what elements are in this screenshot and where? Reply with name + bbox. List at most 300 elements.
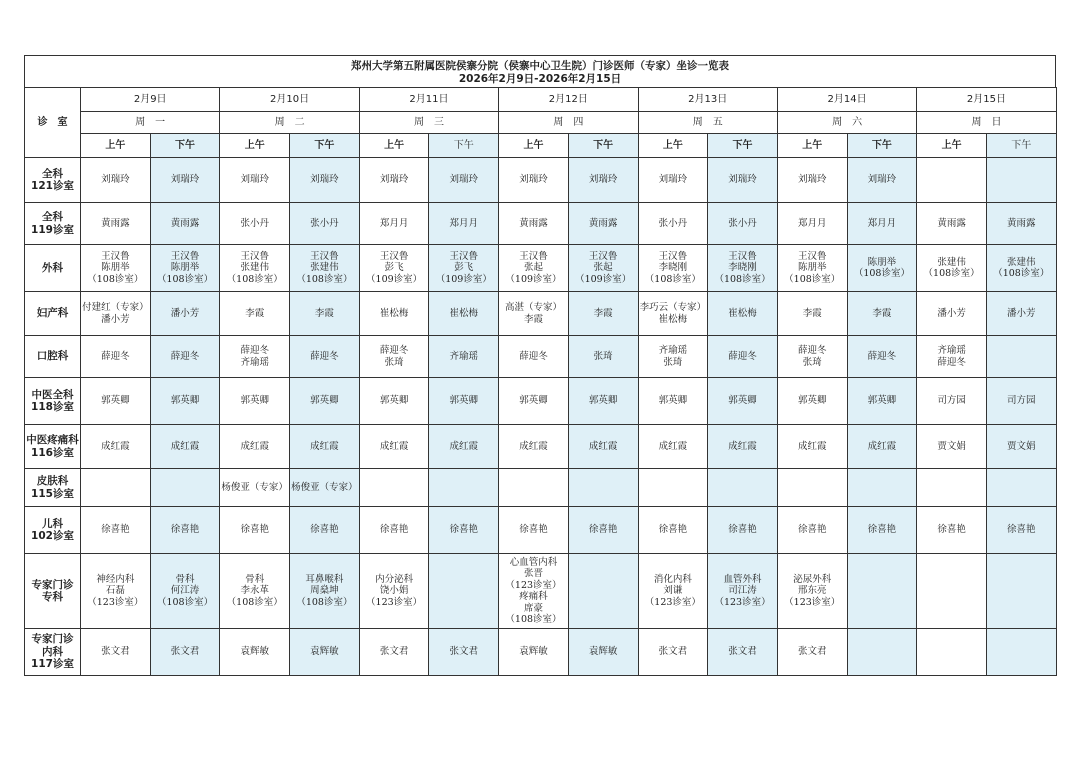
doctor-entry: （108诊室） (505, 614, 562, 625)
schedule-cell (429, 425, 499, 469)
schedule-cell (638, 425, 708, 469)
schedule-cell (81, 336, 151, 378)
doctor-entry: 王汉鲁 (310, 250, 339, 262)
schedule-cell (499, 554, 569, 629)
doctor-entry: 王汉鲁 (519, 250, 548, 262)
doctor-entry: 王汉鲁 (728, 250, 757, 262)
doctor-entry: （123诊室） (505, 579, 562, 591)
doctor-entry: 何江涛 (170, 585, 200, 597)
schedule-cell (499, 203, 569, 245)
department-name-line: 115诊室 (31, 487, 74, 500)
schedule-cell (429, 378, 499, 425)
department-name (25, 425, 81, 469)
department-row (25, 469, 1057, 507)
doctor-entry: 司方园 (937, 395, 966, 407)
doctor-entry: 杨俊亚（专家） (291, 481, 358, 493)
doctor-entry: 薛迎冬 (310, 350, 339, 362)
schedule-cell (220, 554, 290, 629)
schedule-cell (708, 378, 778, 425)
schedule-cell (499, 158, 569, 203)
department-name-line: 121诊室 (31, 180, 74, 192)
doctor-entry: 司江涛 (728, 585, 757, 597)
department-row (25, 425, 1057, 469)
doctor-entry: 刘瑞玲 (310, 174, 339, 186)
schedule-cell (917, 554, 987, 629)
doctor-entry: 消化内科 (653, 573, 692, 585)
doctor-entry: 张琦 (593, 350, 613, 362)
department-name-line: 专科 (42, 591, 63, 603)
schedule-cell (150, 203, 220, 245)
department-name-line: 儿科 (42, 517, 63, 530)
schedule-cell (568, 469, 638, 507)
doctor-entry: 王汉鲁 (379, 250, 409, 262)
schedule-cell (638, 292, 708, 336)
doctor-entry: 薛迎冬 (170, 350, 200, 362)
schedule-cell (150, 425, 220, 469)
department-row (25, 554, 1057, 629)
schedule-cell (568, 158, 638, 203)
doctor-entry: 邢东亮 (797, 585, 827, 597)
schedule-cell (986, 507, 1056, 554)
schedule-cell (847, 425, 917, 469)
doctor-entry: 张小丹 (658, 217, 688, 229)
schedule-cell (81, 629, 151, 676)
schedule-cell (638, 469, 708, 507)
doctor-entry: 薛迎冬 (867, 350, 897, 362)
doctor-entry: 袁辉敏 (588, 646, 618, 658)
weekday-header: 周 六 (777, 112, 916, 134)
schedule-cell (359, 245, 429, 292)
schedule-cell (708, 425, 778, 469)
schedule-cell (917, 378, 987, 425)
doctor-entry: 张起 (593, 262, 613, 274)
doctor-entry: 刘瑞玲 (379, 174, 409, 186)
doctor-entry: 徐喜艳 (658, 524, 688, 536)
pm-header: 下午 (150, 134, 220, 158)
doctor-entry: 齐瑜瑶 (658, 345, 688, 356)
schedule-cell (847, 378, 917, 425)
date-header: 2月15日 (917, 88, 1056, 112)
doctor-entry: （108诊室） (156, 596, 214, 608)
doctor-entry: 高湛（专家） (504, 302, 562, 313)
doctor-entry: 王汉鲁 (658, 250, 688, 262)
doctor-entry: 徐喜艳 (728, 524, 757, 536)
doctor-entry: （109诊室） (366, 273, 423, 285)
schedule-cell (359, 507, 429, 554)
doctor-entry: 王汉鲁 (588, 250, 618, 262)
schedule-cell (499, 469, 569, 507)
doctor-entry: 王汉鲁 (170, 250, 200, 262)
schedule-cell (777, 158, 847, 203)
schedule-cell (220, 378, 290, 425)
schedule-cell (986, 554, 1056, 629)
doctor-entry: 崔松梅 (658, 313, 688, 325)
doctor-entry: 张晋 (523, 568, 543, 579)
doctor-entry: 刘瑞玲 (240, 174, 269, 186)
doctor-entry: 张建伟 (1007, 256, 1036, 268)
schedule-cell (359, 203, 429, 245)
schedule-cell (638, 336, 708, 378)
schedule-cell (568, 425, 638, 469)
schedule-cell (81, 378, 151, 425)
schedule-cell (150, 292, 220, 336)
schedule-cell (429, 336, 499, 378)
schedule-cell (150, 158, 220, 203)
department-name-line: 全科 (42, 211, 63, 223)
schedule-cell (429, 203, 499, 245)
schedule-cell (847, 554, 917, 629)
schedule-cell (638, 629, 708, 676)
doctor-entry: （109诊室） (505, 273, 562, 285)
schedule-cell (359, 469, 429, 507)
doctor-entry: （108诊室） (296, 273, 353, 285)
weekday-header: 周 四 (499, 112, 638, 134)
department-name-line: 全科 (42, 167, 63, 180)
schedule-cell (429, 469, 499, 507)
doctor-entry: 郭英卿 (170, 395, 200, 407)
schedule-cell (499, 336, 569, 378)
doctor-entry: 袁辉敏 (240, 646, 269, 658)
doctor-entry: 薛迎冬 (240, 345, 269, 356)
department-name-line: 专家门诊 (31, 578, 74, 591)
doctor-entry: 崔松梅 (728, 307, 757, 319)
department-name-line: 中医疼痛科 (26, 434, 79, 446)
doctor-entry: 刘瑞玲 (588, 174, 618, 186)
schedule-cell (917, 629, 987, 676)
weekday-header: 周 日 (917, 112, 1056, 134)
department-row (25, 507, 1057, 554)
doctor-entry: 周燊坤 (310, 585, 339, 597)
doctor-entry: 刘瑞玲 (170, 174, 200, 186)
department-row (25, 629, 1057, 676)
schedule-cell (429, 507, 499, 554)
doctor-entry: 李永革 (240, 585, 269, 597)
doctor-entry: 袁辉敏 (310, 646, 339, 658)
schedule-cell (359, 336, 429, 378)
schedule-cell (429, 158, 499, 203)
doctor-entry: 徐喜艳 (240, 524, 269, 536)
doctor-entry: 张文君 (797, 646, 827, 658)
doctor-entry: 张小丹 (728, 217, 757, 229)
schedule-cell (499, 425, 569, 469)
doctor-entry: 成红霞 (449, 440, 479, 452)
schedule-cell (150, 507, 220, 554)
am-header: 上午 (917, 134, 987, 158)
schedule-cell (568, 554, 638, 629)
schedule-cell (220, 158, 290, 203)
doctor-entry: 付建红（专家） (82, 302, 149, 313)
doctor-entry: （108诊室） (644, 273, 701, 285)
doctor-entry: 成红霞 (379, 440, 409, 452)
schedule-cell (847, 245, 917, 292)
doctor-entry: 潘小芳 (170, 307, 200, 319)
schedule-cell (359, 425, 429, 469)
schedule-cell (220, 336, 290, 378)
schedule-cell (220, 507, 290, 554)
department-row (25, 245, 1057, 292)
schedule-cell (777, 245, 847, 292)
schedule-cell (150, 554, 220, 629)
doctor-entry: 贾文娟 (937, 440, 966, 452)
doctor-entry: 李霞 (314, 307, 334, 319)
schedule-sheet (24, 55, 1056, 676)
doctor-entry: 徐喜艳 (519, 524, 548, 536)
doctor-entry: 潘小芳 (1007, 307, 1036, 319)
am-header: 上午 (81, 134, 151, 158)
department-name (25, 629, 81, 676)
doctor-entry: 薛迎冬 (797, 345, 827, 356)
doctor-entry: 潘小芳 (101, 313, 130, 325)
department-name-line: 102诊室 (31, 530, 74, 542)
pm-header: 下午 (847, 134, 917, 158)
doctor-entry: 徐喜艳 (310, 524, 339, 536)
department-row (25, 203, 1057, 245)
doctor-entry: 骨科 (175, 573, 195, 585)
schedule-cell (359, 378, 429, 425)
doctor-entry: 张建伟 (240, 262, 269, 274)
doctor-entry: 刘瑞玲 (728, 174, 757, 186)
doctor-entry: 郑月月 (797, 217, 827, 229)
schedule-cell (847, 203, 917, 245)
doctor-entry: 黄雨露 (101, 217, 130, 229)
schedule-cell (429, 629, 499, 676)
doctor-entry: 李巧云（专家） (639, 302, 707, 313)
doctor-entry: （123诊室） (87, 596, 144, 608)
doctor-entry: 刘瑞玲 (449, 174, 479, 186)
doctor-entry: 齐瑜瑶 (449, 350, 479, 362)
doctor-entry: 徐喜艳 (937, 524, 966, 536)
schedule-cell (81, 425, 151, 469)
doctor-entry: 张起 (523, 262, 543, 274)
schedule-cell (708, 469, 778, 507)
schedule-cell (499, 378, 569, 425)
doctor-entry: 骨科 (245, 573, 265, 585)
doctor-entry: （123诊室） (366, 596, 423, 608)
schedule-cell (290, 425, 360, 469)
schedule-cell (917, 507, 987, 554)
schedule-cell (986, 158, 1056, 203)
doctor-entry: 张文君 (170, 646, 200, 658)
am-header: 上午 (499, 134, 569, 158)
schedule-cell (290, 336, 360, 378)
department-name (25, 507, 81, 554)
doctor-entry: 黄雨露 (937, 217, 966, 229)
doctor-entry: （108诊室） (714, 273, 771, 285)
schedule-cell (429, 292, 499, 336)
doctor-entry: 徐喜艳 (170, 524, 200, 536)
doctor-entry: 郭英卿 (310, 395, 339, 407)
doctor-entry: 徐喜艳 (1007, 524, 1036, 536)
department-name (25, 245, 81, 292)
doctor-entry: 成红霞 (170, 440, 200, 452)
schedule-cell (708, 203, 778, 245)
schedule-cell (777, 554, 847, 629)
schedule-cell (708, 336, 778, 378)
title-line-2: 2026年2月9日-2026年2月15日 (458, 73, 622, 85)
schedule-cell (290, 158, 360, 203)
schedule-cell (708, 629, 778, 676)
schedule-cell (638, 378, 708, 425)
schedule-cell (499, 292, 569, 336)
doctor-entry: 郑月月 (867, 217, 897, 229)
schedule-cell (568, 292, 638, 336)
department-name-line: 119诊室 (31, 223, 74, 236)
schedule-cell (986, 292, 1056, 336)
schedule-cell (847, 158, 917, 203)
doctor-entry: 彭飞 (384, 262, 404, 274)
doctor-entry: 血管外科 (723, 573, 762, 585)
schedule-cell (847, 336, 917, 378)
doctor-entry: 张文君 (101, 646, 130, 658)
doctor-entry: 徐喜艳 (449, 524, 479, 536)
weekday-header: 周 五 (638, 112, 777, 134)
doctor-entry: 司方园 (1007, 395, 1036, 407)
doctor-entry: 李霞 (872, 307, 892, 319)
doctor-entry: 郭英卿 (588, 395, 618, 407)
schedule-cell (568, 378, 638, 425)
doctor-entry: 徐喜艳 (101, 524, 130, 536)
doctor-entry: 成红霞 (310, 440, 339, 452)
schedule-cell (499, 629, 569, 676)
doctor-entry: 刘瑞玲 (101, 174, 130, 186)
weekday-header: 周 三 (359, 112, 498, 134)
schedule-cell (777, 292, 847, 336)
doctor-entry: 李霞 (802, 307, 822, 319)
doctor-entry: 薛迎冬 (937, 356, 966, 368)
doctor-entry: 成红霞 (867, 440, 897, 452)
schedule-cell (568, 245, 638, 292)
doctor-entry: 陈朋举 (101, 262, 130, 274)
doctor-entry: 神经内科 (96, 573, 135, 585)
schedule-cell (359, 292, 429, 336)
doctor-entry: 袁辉敏 (519, 646, 548, 658)
doctor-entry: 刘瑞玲 (519, 174, 548, 186)
doctor-entry: 疼痛科 (519, 591, 548, 602)
schedule-cell (150, 629, 220, 676)
title-line-1: 郑州大学第五附属医院侯寨分院（侯寨中心卫生院）门诊医师（专家）坐诊一览表 (351, 60, 729, 72)
doctor-entry: 王汉鲁 (101, 250, 130, 262)
doctor-entry: （108诊室） (923, 268, 980, 279)
doctor-entry: 耳鼻喉科 (305, 573, 344, 585)
schedule-cell (290, 245, 360, 292)
schedule-cell (290, 292, 360, 336)
schedule-cell (568, 336, 638, 378)
doctor-entry: 郑月月 (449, 217, 479, 229)
doctor-entry: 陈朋举 (867, 256, 897, 268)
schedule-cell (986, 469, 1056, 507)
doctor-entry: 薛迎冬 (519, 350, 548, 362)
schedule-cell (917, 203, 987, 245)
schedule-cell (917, 245, 987, 292)
doctor-entry: 薛迎冬 (728, 350, 757, 362)
doctor-entry: 张文君 (658, 646, 688, 658)
department-name-line: 内科 (42, 645, 63, 658)
schedule-cell (638, 203, 708, 245)
pm-header: 下午 (290, 134, 360, 158)
doctor-entry: 王汉鲁 (797, 250, 827, 262)
doctor-entry: 崔松梅 (379, 307, 409, 319)
schedule-cell (290, 203, 360, 245)
am-header: 上午 (638, 134, 708, 158)
am-header: 上午 (359, 134, 429, 158)
pm-header: 下午 (986, 134, 1056, 158)
schedule-cell (568, 507, 638, 554)
doctor-entry: 郭英卿 (658, 395, 688, 407)
department-name (25, 158, 81, 203)
schedule-cell (290, 469, 360, 507)
schedule-cell (150, 378, 220, 425)
doctor-entry: （108诊室） (156, 273, 214, 285)
department-name (25, 378, 81, 425)
department-name (25, 292, 81, 336)
doctor-entry: 张文君 (728, 646, 757, 658)
schedule-cell (359, 629, 429, 676)
schedule-cell (290, 629, 360, 676)
date-header: 2月11日 (359, 88, 498, 112)
schedule-cell (290, 378, 360, 425)
doctor-entry: 齐瑜瑶 (937, 345, 966, 356)
room-header: 诊 室 (25, 88, 81, 158)
doctor-entry: （108诊室） (993, 268, 1050, 279)
department-row (25, 336, 1057, 378)
schedule-cell (777, 378, 847, 425)
department-name (25, 554, 81, 629)
schedule-cell (777, 203, 847, 245)
doctor-entry: （108诊室） (226, 273, 283, 285)
doctor-entry: （108诊室） (226, 596, 283, 608)
schedule-cell (638, 158, 708, 203)
schedule-cell (917, 425, 987, 469)
doctor-entry: 黄雨露 (1007, 217, 1036, 229)
department-name-line: 外科 (42, 261, 63, 274)
doctor-entry: 郭英卿 (449, 395, 479, 407)
doctor-entry: 刘瑞玲 (867, 174, 897, 186)
department-name (25, 336, 81, 378)
doctor-entry: 王汉鲁 (240, 250, 269, 262)
schedule-cell (81, 507, 151, 554)
doctor-entry: （108诊室） (784, 273, 841, 285)
table-title (24, 55, 1056, 87)
date-header: 2月14日 (777, 88, 916, 112)
schedule-cell (359, 158, 429, 203)
schedule-cell (708, 554, 778, 629)
schedule-cell (638, 245, 708, 292)
schedule-cell (81, 292, 151, 336)
doctor-entry: 黄雨露 (170, 217, 200, 229)
doctor-entry: 张小丹 (240, 217, 269, 229)
doctor-entry: 成红霞 (588, 440, 618, 452)
doctor-entry: 席豪 (523, 602, 543, 614)
doctor-entry: 李霞 (245, 307, 265, 319)
department-name-line: 皮肤科 (36, 475, 69, 487)
department-name (25, 469, 81, 507)
schedule-cell (777, 425, 847, 469)
schedule-cell (81, 203, 151, 245)
schedule-cell (708, 292, 778, 336)
doctor-entry: 李晓刚 (728, 262, 757, 274)
header-session-row (25, 134, 1057, 158)
doctor-entry: 心血管内科 (509, 556, 558, 568)
doctor-entry: 陈朋举 (797, 262, 827, 274)
doctor-entry: 李霞 (593, 307, 613, 319)
department-name-line: 118诊室 (31, 401, 74, 413)
doctor-entry: 郭英卿 (797, 395, 827, 407)
schedule-cell (986, 245, 1056, 292)
schedule-cell (708, 158, 778, 203)
doctor-entry: （108诊室） (296, 596, 353, 608)
department-name-line: 116诊室 (31, 446, 74, 459)
doctor-entry: 郑月月 (379, 217, 409, 229)
